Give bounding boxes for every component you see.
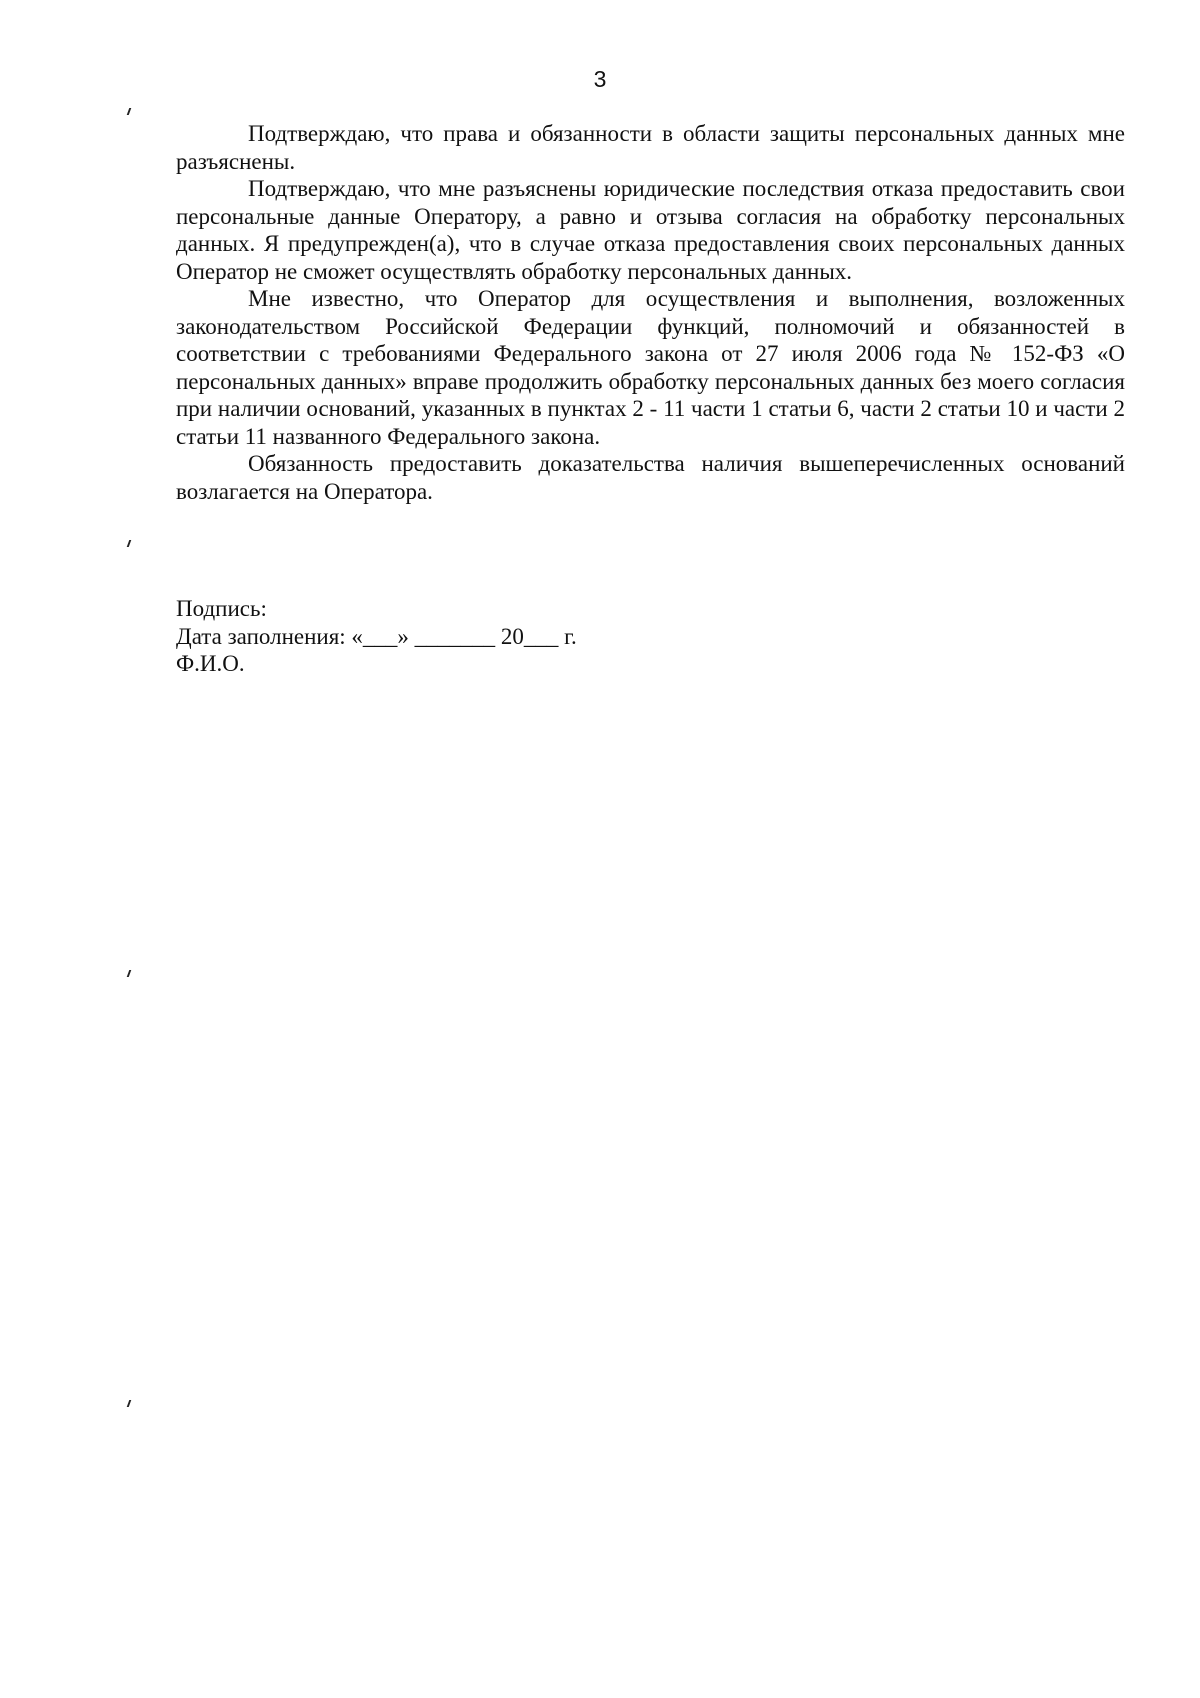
scan-punch-mark bbox=[127, 970, 132, 977]
paragraph-burden-of-proof: Обязанность предоставить доказательства наличия вышеперечисленных оснований возлагается на Оператора. bbox=[176, 451, 1125, 504]
paragraph-operator-rights: Мне известно, что Оператор для осуществления и выполнения, возложенных законодательством Российской Федерации функций, полномочий и обязанностей в соответствии с требованиями Федерального закона от 27 июля 2006 года № 152-ФЗ «О персональных данных» вправе продолжить обработку персональных данных без моего согласия при наличии оснований, указанных в пунктах 2 - 11 части 1 статьи 6, части 2 статьи 10 и части 2 статьи 11 названного Федерального закона. bbox=[176, 286, 1125, 449]
date-line: Дата заполнения: «___» _______ 20___ г. bbox=[176, 623, 577, 649]
paragraph-rights-explained: Подтверждаю, что права и обязанности в области защиты персональных данных мне разъяснены. bbox=[176, 121, 1125, 174]
full-name-label: Ф.И.О. bbox=[176, 651, 245, 676]
paragraph-refusal-consequences: Подтверждаю, что мне разъяснены юридические последствия отказа предоставить свои персональные данные Оператору, а равно и отзыва согласия на обработку персональных данных. Я предупрежден(а), что в случае отказа предоставления своих персональных данных Оператор не сможет осуществлять обработку персональных данных. bbox=[176, 176, 1125, 284]
document-body bbox=[176, 120, 1125, 505]
page-number: 3 bbox=[593, 66, 607, 92]
scan-punch-mark bbox=[127, 1400, 132, 1407]
signature-block bbox=[176, 595, 577, 678]
scan-punch-mark bbox=[127, 540, 132, 547]
scan-punch-mark bbox=[127, 108, 132, 115]
signature-label: Подпись: bbox=[176, 596, 267, 621]
